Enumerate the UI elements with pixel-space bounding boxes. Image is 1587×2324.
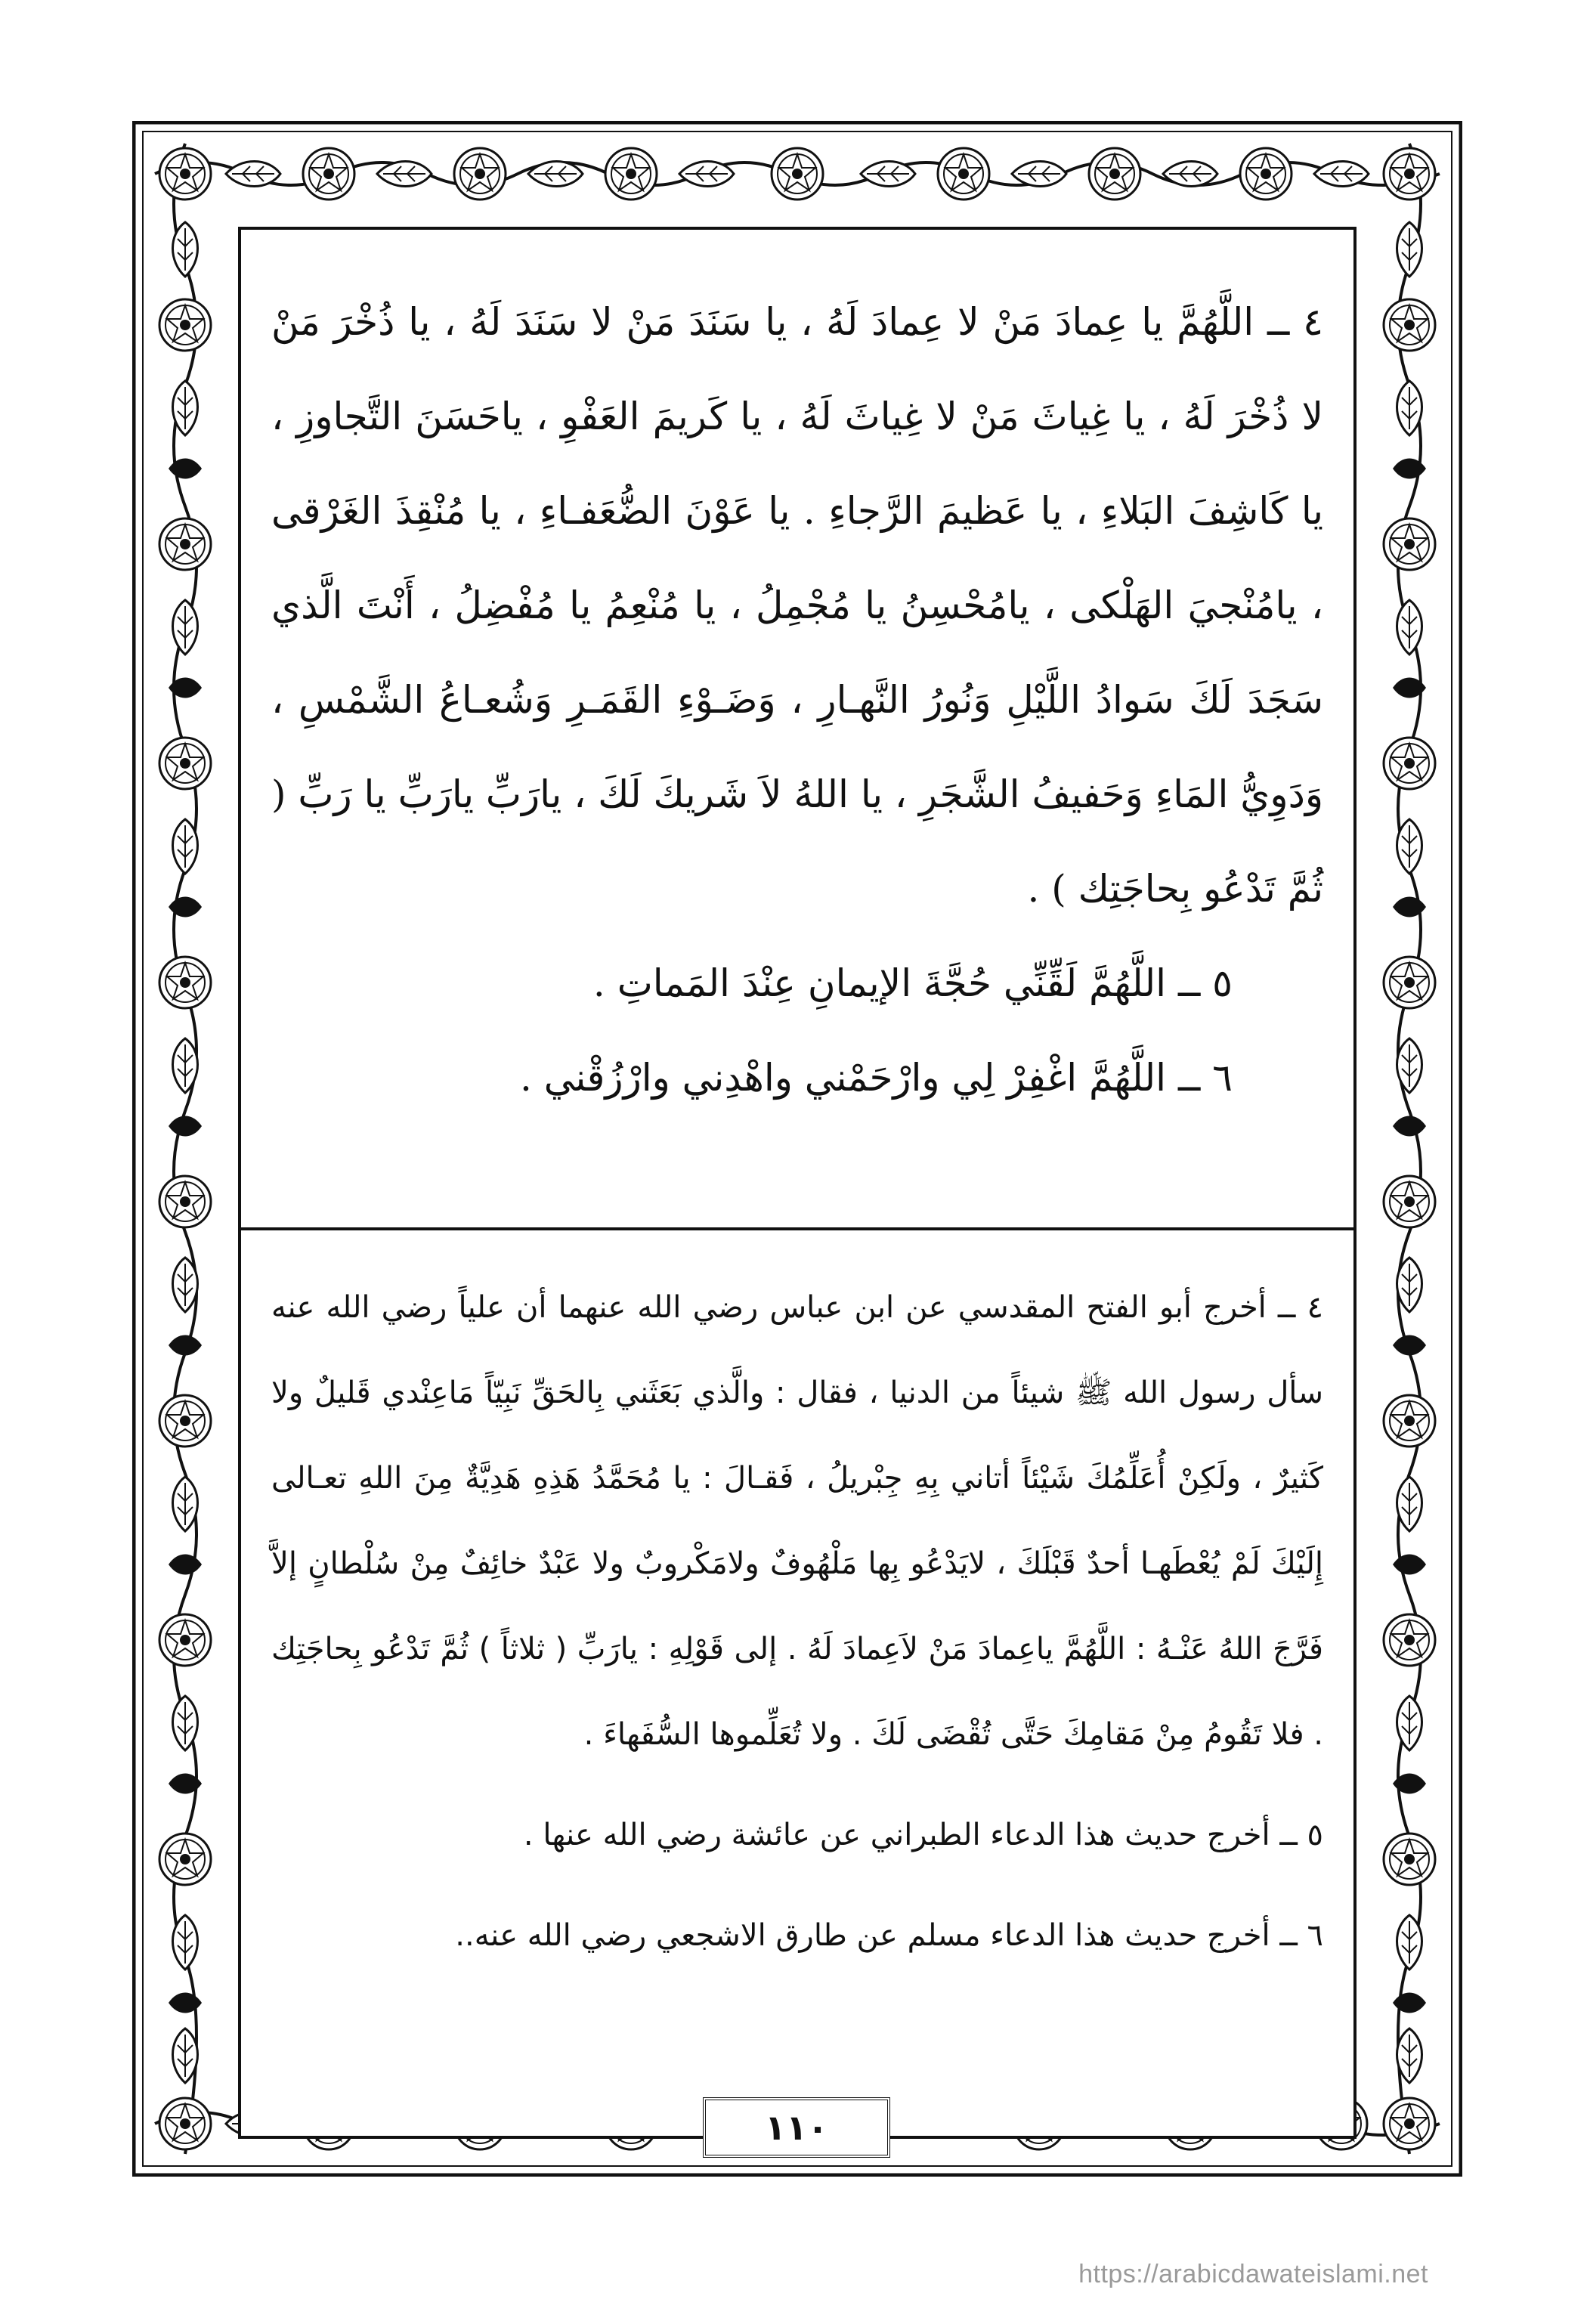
page-number: ١١٠ (703, 2097, 890, 2158)
dua-paragraph-6: ٦ ــ اللَّهُمَّ اغْفِرْ لِي وارْحَمْني واهْدِني وارْزُقْني . (519, 1056, 1233, 1100)
footnote-6: ٦ ــ أخرج حديث هذا الدعاء مسلم عن طارق الاشجعي رضي الله عنه.. (455, 1918, 1323, 1953)
footnote-4: ٤ ــ أخرج أبو الفتح المقدسي عن ابن عباس رضي الله عنهما أن علياً رضي الله عنه سأل رسول الله ﷺ شيئاً من الدنيا ، فقال : والَّذي بَعَثَني بِالحَقِّ نَبِيّاً مَاعِنْدي قَليلٌ ولا كَثيرٌ ، ولَكِنْ أُعَلِّمُكَ شَيْئاً أتاني بِهِ جِبْريلُ ، فَقـالَ : يا مُحَمَّدُ هَذِهِ هَدِيَّةٌ مِنَ اللهِ تعـالى إِلَيْكَ لَمْ يُعْطَهـا أحدٌ قَبْلَكَ ، لايَدْعُو بِها مَلْهُوفٌ ولامَكْروبٌ ولا عَبْدٌ خائِفٌ مِنْ سُلْطانٍ إلاَّ فَرَّجَ اللهُ عَنْـهُ : اللَّهُمَّ ياعِمادَ مَنْ لاَعِمادَ لَهُ . إلى قَوْلِهِ : يارَبِّ ( ثلاثاً ) ثُمَّ تَدْعُو بِحاجَتِك . فلا تَقُومُ مِنْ مَقامِكَ حَتَّى تُقْضَى لَكَ . ولا تُعَلِّموها السُّفَهاءَ . (271, 1290, 1323, 1752)
main-text (271, 275, 1323, 1125)
watermark-url: https://arabicdawateislami.net (1078, 2260, 1428, 2288)
dua-paragraph-4: ٤ ــ اللَّهُمَّ يا عِمادَ مَنْ لا عِمادَ لَهُ ، يا سَنَدَ مَنْ لا سَنَدَ لَهُ ، يا ذُخْرَ مَنْ لا ذُخْرَ لَهُ ، يا غِياثَ مَنْ لا غِياثَ لَهُ ، يا كَريمَ العَفْوِ ، ياحَسَنَ التَّجاوزِ ، يا كَاشِفَ البَلاءِ ، يا عَظيمَ الرَّجاءِ . يا عَوْنَ الضُّعَفـاءِ ، يا مُنْقِذَ الغَرْقى ، يامُنْجيَ الهَلْكى ، يامُحْسِنُ يا مُجْمِلُ ، يا مُنْعِمُ يا مُفْضِلُ ، أَنْتَ الَّذي سَجَدَ لَكَ سَوادُ اللَّيْلِ وَنُورُ النَّهـارِ ، وَضَـوْءِ القَمَـرِ وَشُعـاعُ الشَّمْسِ ، وَدَوِيُّ المَاءِ وَحَفيفُ الشَّجَرِ ، يا اللهُ لاَ شَريكَ لَكَ ، يارَبِّ يارَبِّ يا رَبِّ ( ثُمَّ تَدْعُو بِحاجَتِك ) . (271, 300, 1323, 911)
footnote-5: ٥ ــ أخرج حديث هذا الدعاء الطبراني عن عائشة رضي الله عنها . (523, 1818, 1323, 1852)
text-frame (238, 227, 1357, 2139)
footnotes (271, 1265, 1323, 1979)
footnote-divider (241, 1227, 1353, 1230)
dua-paragraph-5: ٥ ــ اللَّهُمَّ لَقِّنِّي حُجَّةَ الإيمانِ عِنْدَ المَماتِ . (592, 961, 1233, 1005)
